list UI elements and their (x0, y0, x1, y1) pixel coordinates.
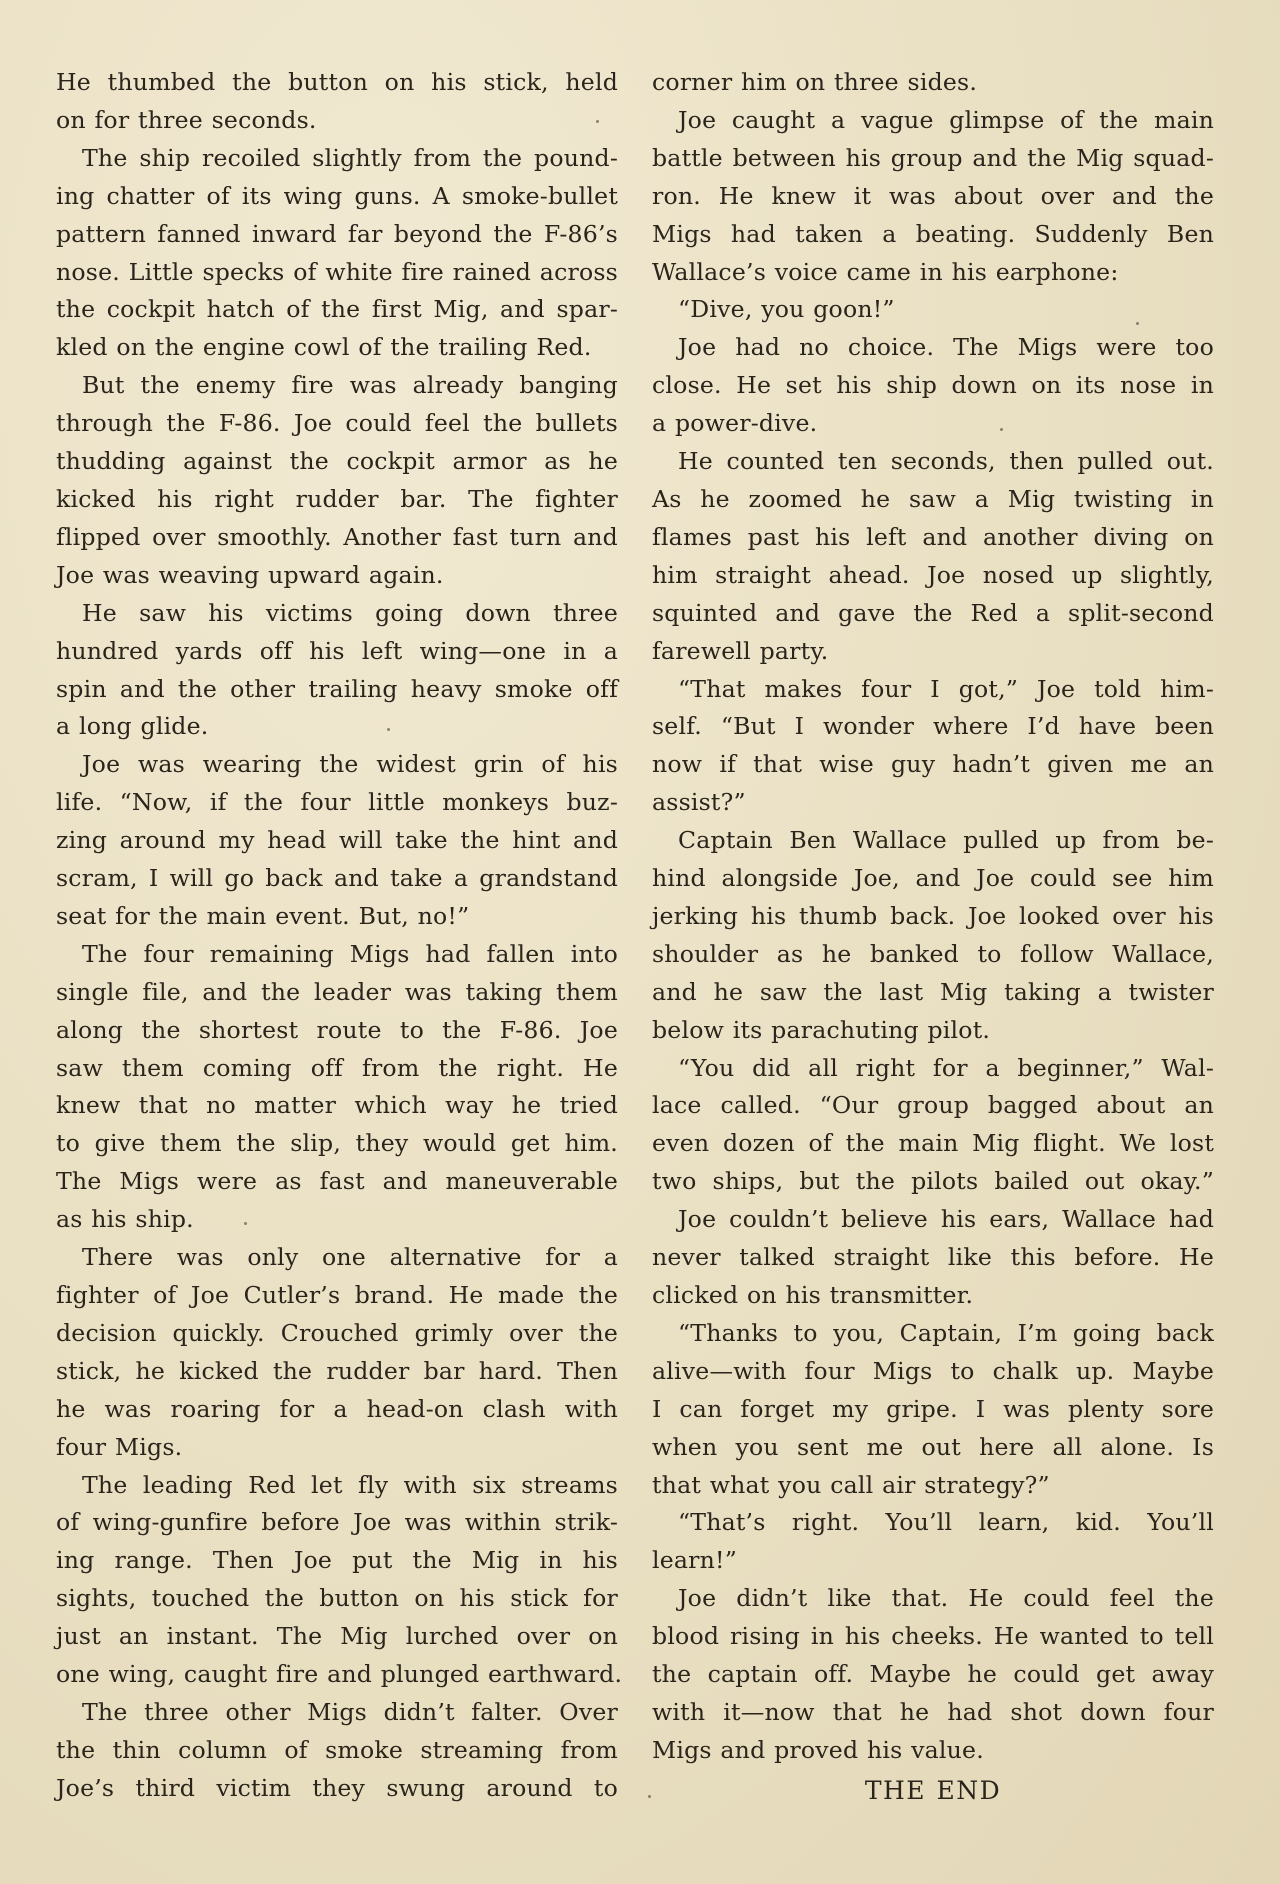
text-line: “That makes four I got,” Joe told him- (678, 674, 1214, 703)
text-line: clicked on his transmitter. (652, 1281, 974, 1309)
text-line: the captain off. Maybe he could get away (652, 1660, 1214, 1689)
text-line: sights, touched the button on his stick for (56, 1584, 618, 1613)
ink-fleck (648, 1795, 651, 1798)
text-line: he was roaring for a head-on clash with (56, 1394, 618, 1423)
text-line: a long glide. (56, 712, 209, 741)
text-line: two ships, but the pilots bailed out okay.” (652, 1167, 1214, 1196)
text-line: on for three seconds. (56, 105, 317, 134)
text-line: now if that wise guy hadn’t given me an (652, 750, 1214, 779)
text-line: learn!” (652, 1546, 737, 1575)
ink-fleck (1136, 322, 1139, 325)
ink-fleck (596, 120, 599, 123)
text-line: thudding against the cockpit armor as he (56, 447, 618, 476)
text-line: The leading Red let fly with six streams (82, 1470, 618, 1499)
text-line: knew that no matter which way he tried (56, 1091, 618, 1120)
ink-fleck (387, 728, 390, 731)
text-line: shoulder as he banked to follow Wallace, (652, 939, 1214, 968)
text-line: spin and the other trailing heavy smoke off (56, 674, 618, 703)
text-line: along the shortest route to the F-86. Joe (56, 1015, 618, 1044)
text-line: kled on the engine cowl of the trailing Red. (56, 333, 592, 362)
text-line: I can forget my gripe. I was plenty sore (652, 1394, 1214, 1423)
text-line: corner him on three sides. (652, 68, 978, 96)
text-line: scram, I will go back and take a grandstand (56, 864, 618, 893)
text-line: Joe didn’t like that. He could feel the (678, 1584, 1214, 1613)
text-line: to give them the slip, they would get him. (56, 1129, 618, 1158)
text-line: zing around my head will take the hint and (56, 826, 618, 855)
text-line: “Thanks to you, Captain, I’m going back (678, 1318, 1214, 1347)
text-line: blood rising in his cheeks. He wanted to tell (652, 1622, 1214, 1651)
text-line: just an instant. The Mig lurched over on (56, 1622, 618, 1651)
text-line: He saw his victims going down three (82, 598, 618, 627)
text-line: “Dive, you goon!” (678, 295, 895, 324)
text-line: Joe caught a vague glimpse of the main (678, 105, 1214, 134)
text-line: a power-dive. (652, 409, 818, 438)
text-line: lace called. “Our group bagged about an (652, 1091, 1214, 1120)
text-line: “You did all right for a beginner,” Wal- (678, 1053, 1214, 1082)
text-line: single file, and the leader was taking them (56, 977, 618, 1006)
text-line: and he saw the last Mig taking a twister (652, 977, 1214, 1006)
text-line: when you sent me out here all alone. Is (652, 1432, 1214, 1461)
ink-fleck (1000, 428, 1003, 431)
text-line: ing range. Then Joe put the Mig in his (56, 1546, 618, 1575)
text-line: four Migs. (56, 1432, 183, 1461)
text-line: He counted ten seconds, then pulled out. (678, 447, 1214, 476)
text-line: He thumbed the button on his stick, held (56, 68, 618, 96)
text-line: kicked his right rudder bar. The fighter (56, 484, 618, 513)
text-line: through the F-86. Joe could feel the bullets (56, 409, 618, 438)
text-line: As he zoomed he saw a Mig twisting in (652, 484, 1214, 513)
text-line: flames past his left and another diving on (652, 522, 1214, 551)
text-line: Migs and proved his value. (652, 1735, 984, 1764)
text-line: The four remaining Migs had fallen into (82, 939, 618, 968)
text-line: Wallace’s voice came in his earphone: (652, 257, 1119, 286)
text-line: that what you call air strategy?” (652, 1470, 1050, 1499)
text-line: The Migs were as fast and maneuverable (56, 1167, 618, 1196)
text-line: There was only one alternative for a (82, 1243, 618, 1272)
text-line: Joe was weaving upward again. (56, 560, 444, 589)
text-line: with it—now that he had shot down four (652, 1697, 1214, 1726)
text-line: The three other Migs didn’t falter. Over (82, 1697, 618, 1726)
text-line: battle between his group and the Mig squad- (652, 143, 1214, 172)
text-line: Migs had taken a beating. Suddenly Ben (652, 219, 1214, 248)
text-line: one wing, caught fire and plunged earthward. (56, 1660, 623, 1689)
text-line: Joe couldn’t believe his ears, Wallace had (678, 1205, 1214, 1234)
text-line: “That’s right. You’ll learn, kid. You’ll (678, 1508, 1214, 1537)
text-line: close. He set his ship down on its nose in (652, 371, 1214, 400)
text-line: hundred yards off his left wing—one in a (56, 636, 618, 665)
text-line: fighter of Joe Cutler’s brand. He made the (56, 1281, 618, 1309)
text-line: him straight ahead. Joe nosed up slightly, (652, 560, 1214, 589)
text-line: alive—with four Migs to chalk up. Maybe (652, 1356, 1214, 1385)
text-line: squinted and gave the Red a split-second (652, 598, 1214, 627)
ink-fleck (244, 1222, 247, 1225)
right-column (652, 64, 1214, 1810)
text-line: of wing-gunfire before Joe was within strik- (56, 1508, 618, 1537)
text-line: Captain Ben Wallace pulled up from be- (678, 826, 1214, 855)
text-line: the cockpit hatch of the first Mig, and spar- (56, 295, 618, 324)
text-line: even dozen of the main Mig flight. We lost (652, 1129, 1214, 1158)
text-line: as his ship. (56, 1205, 194, 1234)
the-end-label: THE END (864, 1775, 1002, 1805)
text-line: flipped over smoothly. Another fast turn and (56, 522, 618, 551)
text-line: self. “But I wonder where I’d have been (652, 712, 1214, 741)
text-line: decision quickly. Crouched grimly over the (56, 1318, 618, 1347)
text-line: stick, he kicked the rudder bar hard. Then (56, 1356, 618, 1385)
text-line: below its parachuting pilot. (652, 1015, 991, 1044)
text-line: the thin column of smoke streaming from (56, 1735, 618, 1764)
text-line: The ship recoiled slightly from the pound- (82, 143, 618, 172)
text-line: ron. He knew it was about over and the (652, 181, 1214, 210)
text-line: assist?” (652, 788, 746, 817)
text-line: nose. Little specks of white fire rained across (56, 257, 618, 286)
left-column (56, 64, 623, 1808)
text-line: ing chatter of its wing guns. A smoke-bullet (56, 181, 618, 210)
text-line: Joe’s third victim they swung around to (56, 1773, 618, 1802)
text-line: Joe had no choice. The Migs were too (678, 333, 1214, 362)
text-line: pattern fanned inward far beyond the F-86’s (56, 219, 618, 248)
text-line: Joe was wearing the widest grin of his (82, 750, 618, 779)
text-line: saw them coming off from the right. He (56, 1053, 618, 1082)
text-line: life. “Now, if the four little monkeys buz- (56, 788, 618, 817)
text-line: farewell party. (652, 636, 829, 665)
text-line: hind alongside Joe, and Joe could see him (652, 864, 1214, 893)
text-line: never talked straight like this before. He (652, 1243, 1214, 1272)
text-line: jerking his thumb back. Joe looked over his (652, 901, 1214, 930)
text-line: But the enemy fire was already banging (82, 371, 618, 400)
text-line: seat for the main event. But, no!” (56, 901, 470, 930)
